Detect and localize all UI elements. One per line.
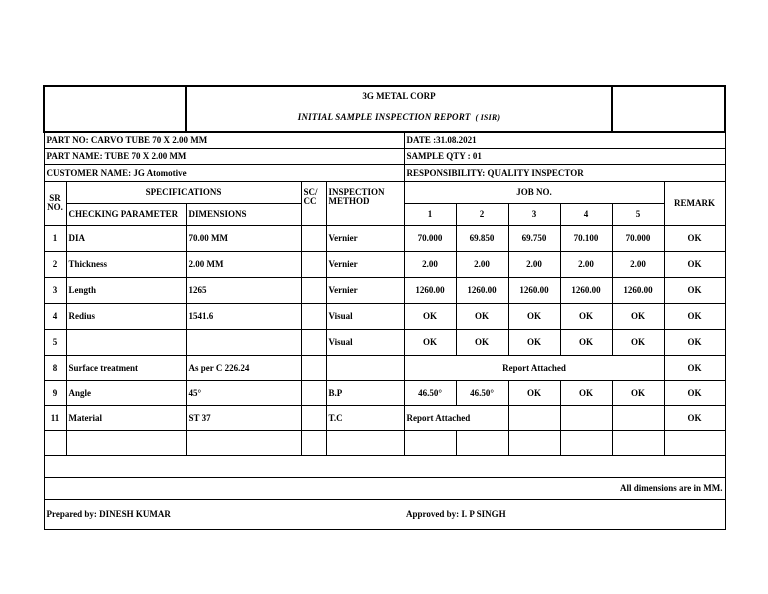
col-dimensions: DIMENSIONS — [186, 203, 301, 225]
empty-cell — [66, 430, 186, 455]
col-job-5: 5 — [612, 203, 664, 225]
col-job-3: 3 — [508, 203, 560, 225]
job-cell: 2.00 — [404, 251, 456, 277]
param-cell — [66, 329, 186, 355]
sr-cell: 4 — [44, 303, 66, 329]
report-code: ( ISIR) — [475, 113, 501, 122]
table-row — [44, 303, 725, 329]
sc-cell — [301, 225, 326, 251]
customer-name: CUSTOMER NAME: JG Atomotive — [44, 164, 404, 181]
param-cell: Thickness — [66, 251, 186, 277]
empty-cell — [326, 430, 404, 455]
method-cell: Visual — [326, 303, 404, 329]
param-cell: Redius — [66, 303, 186, 329]
job-cell: OK — [560, 380, 612, 405]
method-cell: Vernier — [326, 225, 404, 251]
dim-cell: 70.00 MM — [186, 225, 301, 251]
logo-box — [44, 86, 186, 132]
col-job-1: 1 — [404, 203, 456, 225]
empty-cell — [44, 430, 66, 455]
dim-cell: 45° — [186, 380, 301, 405]
dim-cell — [186, 329, 301, 355]
job-cell: OK — [404, 303, 456, 329]
job-cell: 2.00 — [508, 251, 560, 277]
remark-cell: OK — [664, 355, 725, 380]
param-cell: Material — [66, 405, 186, 430]
approved-by: Approved by: I. P SINGH — [404, 499, 725, 529]
job-cell: 2.00 — [612, 251, 664, 277]
table-row — [44, 329, 725, 355]
header-right-box — [612, 86, 725, 132]
remark-cell: OK — [664, 277, 725, 303]
part-name: PART NAME: TUBE 70 X 2.00 MM — [44, 148, 404, 164]
col-specifications: SPECIFICATIONS — [66, 181, 301, 203]
col-job-no: JOB NO. — [404, 181, 664, 203]
table-row — [44, 225, 725, 251]
job-cell: 46.50° — [404, 380, 456, 405]
remark-cell: OK — [664, 405, 725, 430]
empty-cell — [404, 430, 456, 455]
job-cell: 70.100 — [560, 225, 612, 251]
part-no: PART NO: CARVO TUBE 70 X 2.00 MM — [44, 132, 404, 148]
date: DATE :31.08.2021 — [404, 132, 725, 148]
sc-cell — [301, 405, 326, 430]
job-cell — [612, 405, 664, 430]
sc-cell — [301, 380, 326, 405]
job-cell: OK — [456, 303, 508, 329]
dim-cell: 1265 — [186, 277, 301, 303]
job-cell: 2.00 — [560, 251, 612, 277]
job-cell: OK — [456, 329, 508, 355]
dim-cell: 2.00 MM — [186, 251, 301, 277]
job-cell: 1260.00 — [612, 277, 664, 303]
sc-cell — [301, 251, 326, 277]
sc-cell — [301, 355, 326, 380]
sr-cell: 9 — [44, 380, 66, 405]
sr-cell: 2 — [44, 251, 66, 277]
table-row — [44, 380, 725, 405]
remark-cell: OK — [664, 225, 725, 251]
col-sr-no: SR NO. — [44, 181, 66, 225]
report-title — [186, 104, 612, 132]
method-cell: B.P — [326, 380, 404, 405]
job-cell: OK — [612, 329, 664, 355]
empty-cell — [508, 430, 560, 455]
col-inspection-method: INSPECTION METHOD — [326, 181, 404, 225]
remark-cell: OK — [664, 380, 725, 405]
report-title-text: INITIAL SAMPLE INSPECTION REPORT — [297, 112, 471, 122]
isir-table — [43, 85, 726, 530]
table-row — [44, 405, 725, 430]
job-cell: 1260.00 — [456, 277, 508, 303]
col-checking-parameter: CHECKING PARAMETER — [66, 203, 186, 225]
method-cell — [326, 355, 404, 380]
job-cell — [508, 405, 560, 430]
prepared-by: Prepared by: DINESH KUMAR — [44, 499, 404, 529]
remark-cell: OK — [664, 303, 725, 329]
remark-cell: OK — [664, 251, 725, 277]
job-cell: OK — [508, 303, 560, 329]
job-cell: 46.50° — [456, 380, 508, 405]
param-cell: Length — [66, 277, 186, 303]
sr-cell: 8 — [44, 355, 66, 380]
report-attached-cell: Report Attached — [404, 405, 508, 430]
dimensions-note: All dimensions are in MM. — [44, 477, 725, 499]
job-cell: 1260.00 — [404, 277, 456, 303]
sr-cell: 5 — [44, 329, 66, 355]
col-remark: REMARK — [664, 181, 725, 225]
job-cell — [560, 405, 612, 430]
dim-cell: As per C 226.24 — [186, 355, 301, 380]
responsibility: RESPONSIBILITY: QUALITY INSPECTOR — [404, 164, 725, 181]
method-cell: Visual — [326, 329, 404, 355]
report-attached-cell: Report Attached — [404, 355, 664, 380]
job-cell: 1260.00 — [508, 277, 560, 303]
job-cell: OK — [560, 329, 612, 355]
job-cell: OK — [612, 380, 664, 405]
empty-cell — [612, 430, 664, 455]
sr-cell: 1 — [44, 225, 66, 251]
empty-cell — [664, 430, 725, 455]
table-row — [44, 430, 725, 455]
job-cell: OK — [508, 380, 560, 405]
method-cell: Vernier — [326, 251, 404, 277]
empty-cell — [560, 430, 612, 455]
job-cell: 2.00 — [456, 251, 508, 277]
sr-cell: 3 — [44, 277, 66, 303]
job-cell: 69.750 — [508, 225, 560, 251]
param-cell: DIA — [66, 225, 186, 251]
table-row — [44, 277, 725, 303]
col-job-4: 4 — [560, 203, 612, 225]
spacer-row — [44, 455, 725, 477]
dim-cell: 1541.6 — [186, 303, 301, 329]
job-cell: OK — [612, 303, 664, 329]
empty-cell — [301, 430, 326, 455]
job-cell: 70.000 — [612, 225, 664, 251]
method-cell: T.C — [326, 405, 404, 430]
dim-cell: ST 37 — [186, 405, 301, 430]
job-cell: OK — [560, 303, 612, 329]
sc-cell — [301, 303, 326, 329]
job-cell: OK — [404, 329, 456, 355]
empty-cell — [186, 430, 301, 455]
table-row — [44, 355, 725, 380]
empty-cell — [456, 430, 508, 455]
sr-cell: 11 — [44, 405, 66, 430]
job-cell: 69.850 — [456, 225, 508, 251]
remark-cell: OK — [664, 329, 725, 355]
table-row — [44, 251, 725, 277]
method-cell: Vernier — [326, 277, 404, 303]
job-cell: OK — [508, 329, 560, 355]
col-job-2: 2 — [456, 203, 508, 225]
col-sc-cc: SC/ CC — [301, 181, 326, 225]
sc-cell — [301, 277, 326, 303]
company-name: 3G METAL CORP — [186, 86, 612, 104]
param-cell: Surface treatment — [66, 355, 186, 380]
param-cell: Angle — [66, 380, 186, 405]
job-cell: 1260.00 — [560, 277, 612, 303]
sc-cell — [301, 329, 326, 355]
job-cell: 70.000 — [404, 225, 456, 251]
sample-qty: SAMPLE QTY : 01 — [404, 148, 725, 164]
